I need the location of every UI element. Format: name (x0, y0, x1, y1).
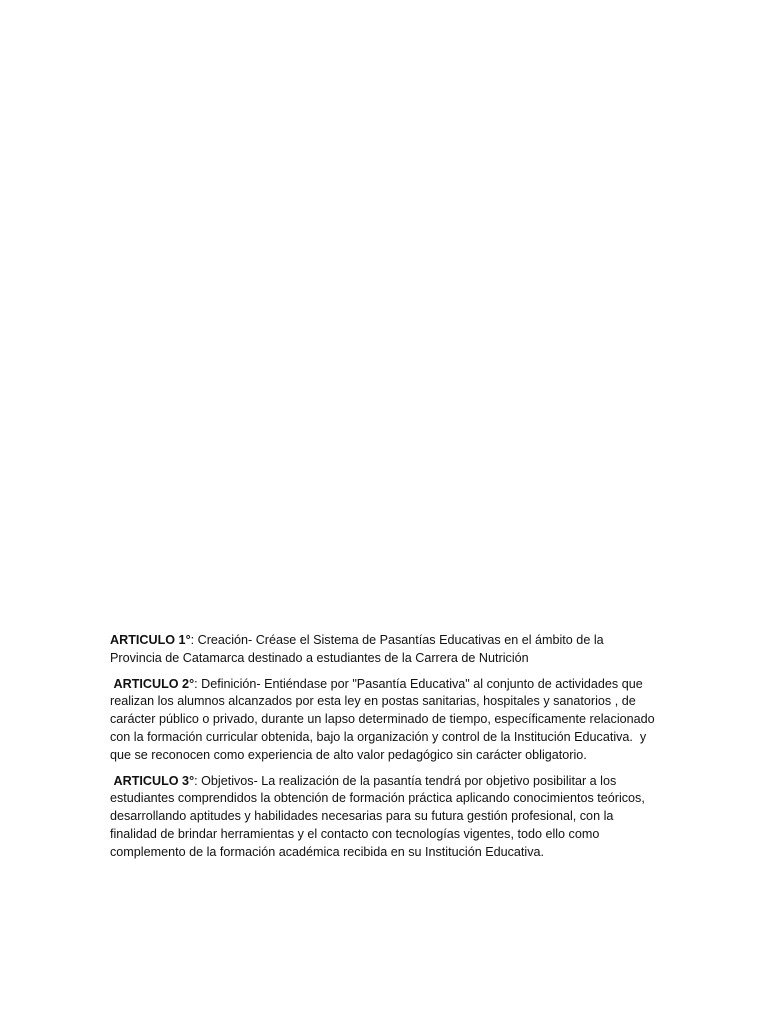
article-1-heading: ARTICULO 1° (110, 633, 191, 647)
article-2 (110, 676, 658, 765)
article-2-text: : Definición- Entiéndase por "Pasantía Educativa" al conjunto de actividades que realizan los alumnos alcanzados por esta ley en postas sanitarias, hospitales y sanatorios , de carácter público o privado, durante un lapso determinado de tiempo, específicamente relacionado con la formación curricular obtenida, bajo la organización y control de la Institución Educativa. y que se reconocen como experiencia de alto valor pedagógico sin carácter obligatorio. (110, 676, 659, 762)
article-3-text: : Objetivos- La realización de la pasantía tendrá por objetivo posibilitar a los estudiantes comprendidos la obtención de formación práctica aplicando conocimientos teóricos, desarrollando aptitudes y habilidades necesarias para su futura gestión profesional, con la finalidad de brindar herramientas y el contacto con tecnologías vigentes, todo ello como complemento de la formación académica recibida en su Institución Educativa. (110, 773, 649, 859)
article-1-text: : Creación- Créase el Sistema de Pasantías Educativas en el ámbito de la Provincia de Catamarca destinado a estudiantes de la Carrera de Nutrición (110, 633, 604, 665)
article-1 (110, 632, 658, 668)
article-2-heading: ARTICULO 2° (110, 676, 195, 691)
article-3 (110, 773, 658, 862)
article-3-heading: ARTICULO 3° (110, 773, 195, 788)
document-body (110, 632, 658, 870)
